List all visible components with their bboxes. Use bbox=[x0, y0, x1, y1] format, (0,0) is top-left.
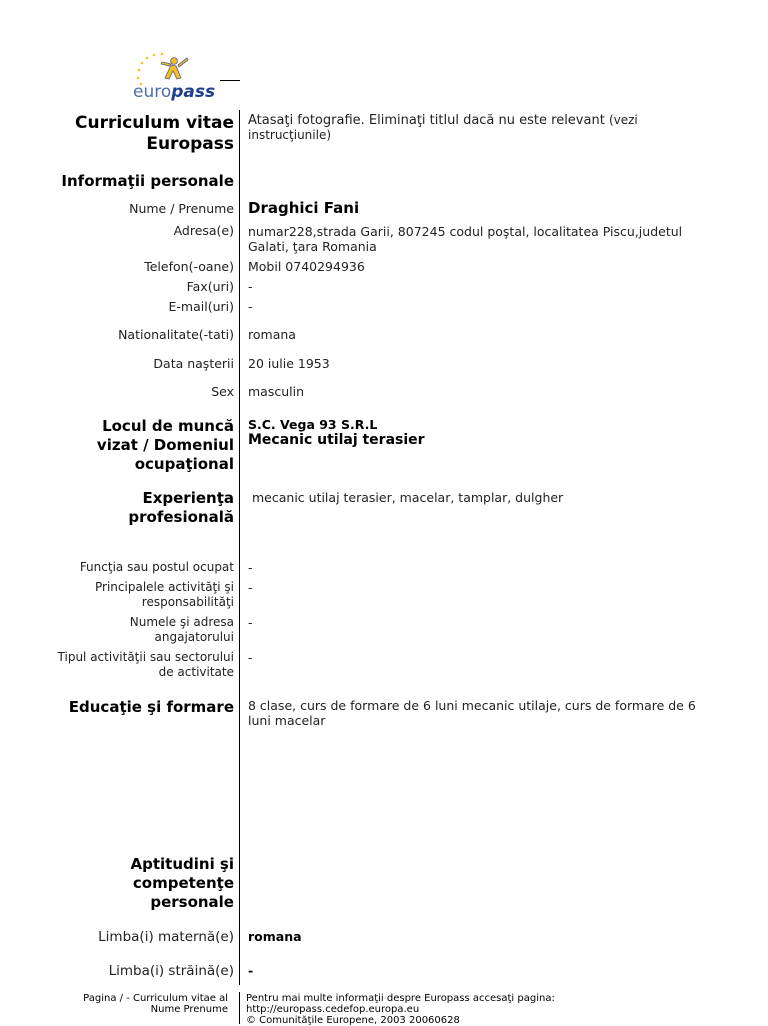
logo-pass: pass bbox=[171, 82, 216, 102]
function-label: Funcţia sau postul ocupat bbox=[79, 560, 234, 574]
employer-label: Numele şi adresa angajatorului bbox=[129, 615, 234, 644]
sector-label: Tipul activităţii sau sectorului de activitate bbox=[57, 650, 234, 679]
nationality-value: romana bbox=[248, 327, 296, 342]
birth-date-value: 20 iulie 1953 bbox=[248, 356, 330, 371]
education-value: 8 clase, curs de formare de 6 luni mecanic utilaje, curs de formare de 6 luni macelar bbox=[248, 698, 696, 728]
section-experience: Experienţa profesională bbox=[128, 489, 234, 526]
sex-value: masculin bbox=[248, 384, 305, 399]
function-value: - bbox=[248, 560, 253, 575]
foreign-language-label: Limba(i) străină(e) bbox=[108, 963, 234, 979]
footer-right-line1: Pentru mai multe informaţii despre Europass accesaţi pagina: bbox=[246, 993, 555, 1004]
section-desired-job: Locul de muncă vizat / Domeniul ocupaţional bbox=[96, 417, 234, 473]
name-value: Draghici Fani bbox=[248, 199, 360, 217]
job-position: Mecanic utilaj terasier bbox=[248, 432, 425, 448]
logo-euro: euro bbox=[133, 82, 172, 102]
cv-title bbox=[75, 113, 234, 155]
fax-label: Fax(uri) bbox=[186, 279, 234, 294]
foreign-language-value: - bbox=[248, 963, 254, 978]
photo-note-small: (vezi instrucţiunile) bbox=[248, 113, 638, 142]
email-value: - bbox=[248, 299, 253, 314]
section-education: Educaţie şi formare bbox=[68, 698, 234, 716]
email-label: E-mail(uri) bbox=[168, 299, 234, 314]
phone-value: Mobil 0740294936 bbox=[248, 259, 365, 274]
address-value: numar228,strada Garii, 807245 codul poştal, localitatea Piscu,judetul Galati, ţara Romania bbox=[248, 224, 683, 254]
footer-right-line2: http://europass.cedefop.europa.eu bbox=[246, 1004, 420, 1015]
europass-logo bbox=[133, 52, 228, 104]
name-label: Nume / Prenume bbox=[129, 201, 234, 216]
mother-tongue-value: romana bbox=[248, 929, 302, 944]
footer-left bbox=[83, 993, 228, 1015]
photo-note-main: Atasaţi fotografie. Eliminaţi titlul dacă nu este relevant bbox=[248, 113, 609, 128]
footer-right-line3: © Comunităţile Europene, 2003 20060628 bbox=[246, 1015, 460, 1026]
europass-wordmark bbox=[133, 83, 215, 101]
footer-left-line2: Nume Prenume bbox=[150, 1004, 228, 1015]
sector-value: - bbox=[248, 650, 253, 665]
employer-value: - bbox=[248, 615, 253, 630]
job-company: S.C. Vega 93 S.R.L bbox=[248, 417, 378, 432]
activities-value: - bbox=[248, 580, 253, 595]
cv-title-line2: Europass bbox=[146, 134, 234, 154]
activities-label: Principalele activităţi şi responsabilităţi bbox=[95, 580, 234, 609]
section-skills: Aptitudini şi competenţe personale bbox=[130, 855, 234, 911]
column-divider bbox=[239, 110, 240, 985]
footer-divider bbox=[239, 992, 240, 1024]
section-personal-info: Informaţii personale bbox=[61, 172, 234, 190]
photo-note bbox=[248, 113, 708, 143]
experience-summary: mecanic utilaj terasier, macelar, tamplar, dulgher bbox=[252, 490, 564, 505]
birth-date-label: Data naşterii bbox=[153, 356, 234, 371]
phone-label: Telefon(-oane) bbox=[144, 259, 234, 274]
cv-title-line1: Curriculum vitae bbox=[75, 113, 234, 133]
address-label: Adresa(e) bbox=[173, 223, 234, 238]
logo-rule bbox=[220, 80, 240, 81]
nationality-label: Nationalitate(-tati) bbox=[118, 327, 234, 342]
fax-value: - bbox=[248, 279, 253, 294]
sex-label: Sex bbox=[211, 384, 234, 399]
footer-left-line1: Pagina / - Curriculum vitae al bbox=[83, 993, 228, 1004]
footer-right bbox=[246, 993, 555, 1026]
mother-tongue-label: Limba(i) maternă(e) bbox=[98, 929, 234, 945]
